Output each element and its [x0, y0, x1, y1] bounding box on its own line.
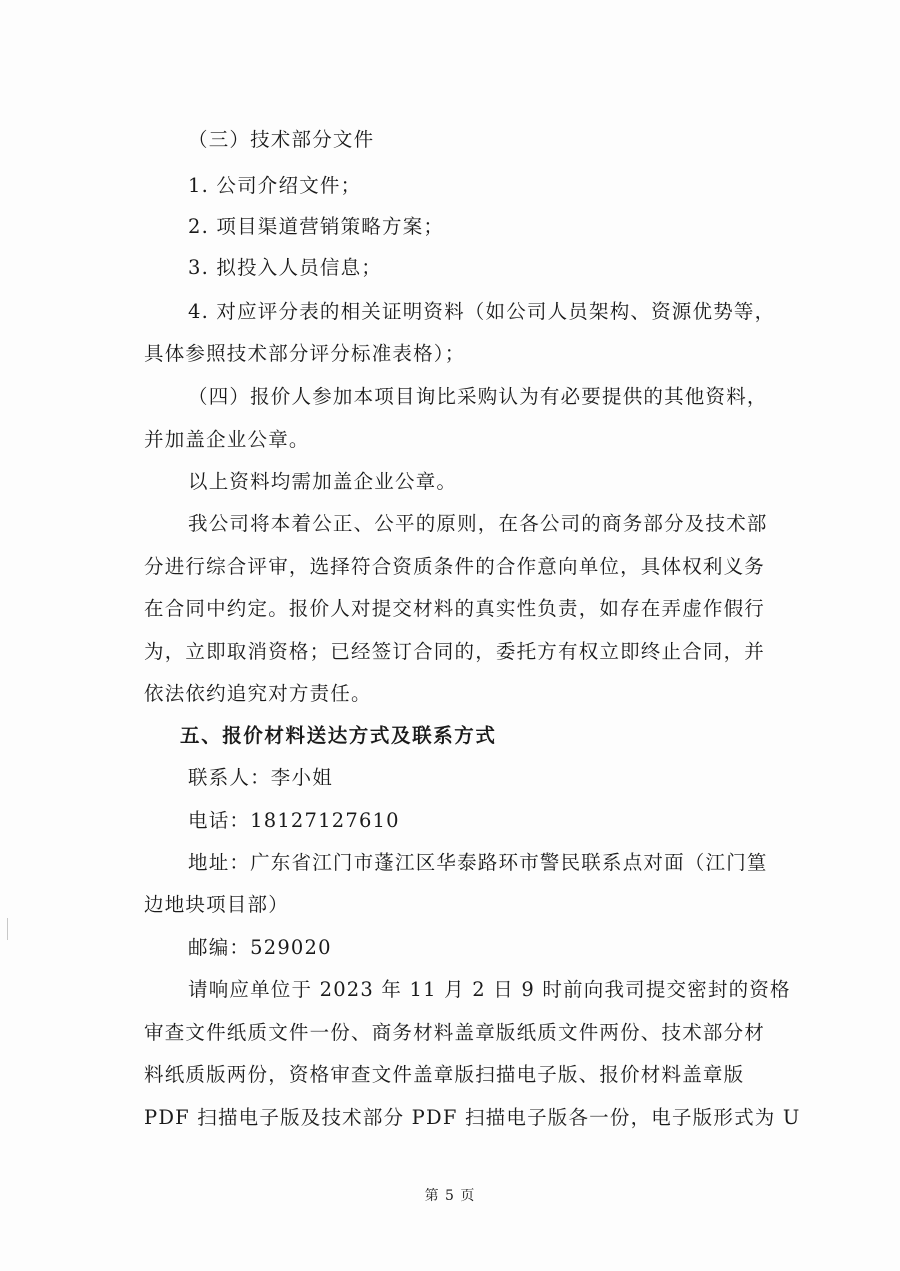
postal-code: 邮编：529020	[188, 936, 332, 959]
page-number: 第 5 页	[424, 1188, 476, 1204]
evaluation-paragraph-line-4: 为，立即取消资格；已经签订合同的，委托方有权立即终止合同，并	[144, 640, 766, 663]
list-item-2: 2. 项目渠道营销策略方案；	[188, 215, 445, 238]
contact-address-continued: 边地块项目部）	[144, 893, 289, 916]
submission-paragraph-line-1: 请响应单位于 2023 年 11 月 2 日 9 时前向我司提交密封的资格	[188, 978, 791, 1001]
scan-edge-mark	[7, 918, 8, 940]
submission-paragraph-line-4: PDF 扫描电子版及技术部分 PDF 扫描电子版各一份，电子版形式为 U	[144, 1106, 801, 1129]
section-five-heading: 五、报价材料送达方式及联系方式	[180, 724, 497, 747]
contact-phone: 电话：18127127610	[188, 809, 400, 832]
list-item-4: 4. 对应评分表的相关证明资料（如公司人员架构、资源优势等，	[188, 300, 776, 323]
contact-address: 地址：广东省江门市蓬江区华泰路环市警民联系点对面（江门篁	[188, 851, 768, 874]
list-item-3: 3. 拟投入人员信息；	[188, 256, 383, 279]
list-item-4-continued: 具体参照技术部分评分标准表格）；	[144, 342, 466, 365]
section-four-paragraph-continued: 并加盖企业公章。	[144, 428, 310, 451]
section-three-title: （三）技术部分文件	[188, 128, 375, 151]
submission-paragraph-line-3: 料纸质版两份，资格审查文件盖章版扫描电子版、报价材料盖章版	[144, 1063, 745, 1086]
evaluation-paragraph-line-1: 我公司将本着公正、公平的原则，在各公司的商务部分及技术部	[188, 512, 768, 535]
evaluation-paragraph-line-3: 在合同中约定。报价人对提交材料的真实性负责，如存在弄虚作假行	[144, 597, 766, 620]
evaluation-paragraph-line-5: 依法依约追究对方责任。	[144, 682, 372, 705]
list-item-1: 1. 公司介绍文件；	[188, 174, 362, 197]
contact-person: 联系人：李小姐	[188, 766, 333, 789]
stamp-requirement: 以上资料均需加盖企业公章。	[188, 470, 458, 493]
section-four-paragraph: （四）报价人参加本项目询比采购认为有必要提供的其他资料，	[188, 385, 768, 408]
submission-paragraph-line-2: 审查文件纸质文件一份、商务材料盖章版纸质文件两份、技术部分材	[144, 1021, 766, 1044]
evaluation-paragraph-line-2: 分进行综合评审，选择符合资质条件的合作意向单位，具体权利义务	[144, 555, 766, 578]
